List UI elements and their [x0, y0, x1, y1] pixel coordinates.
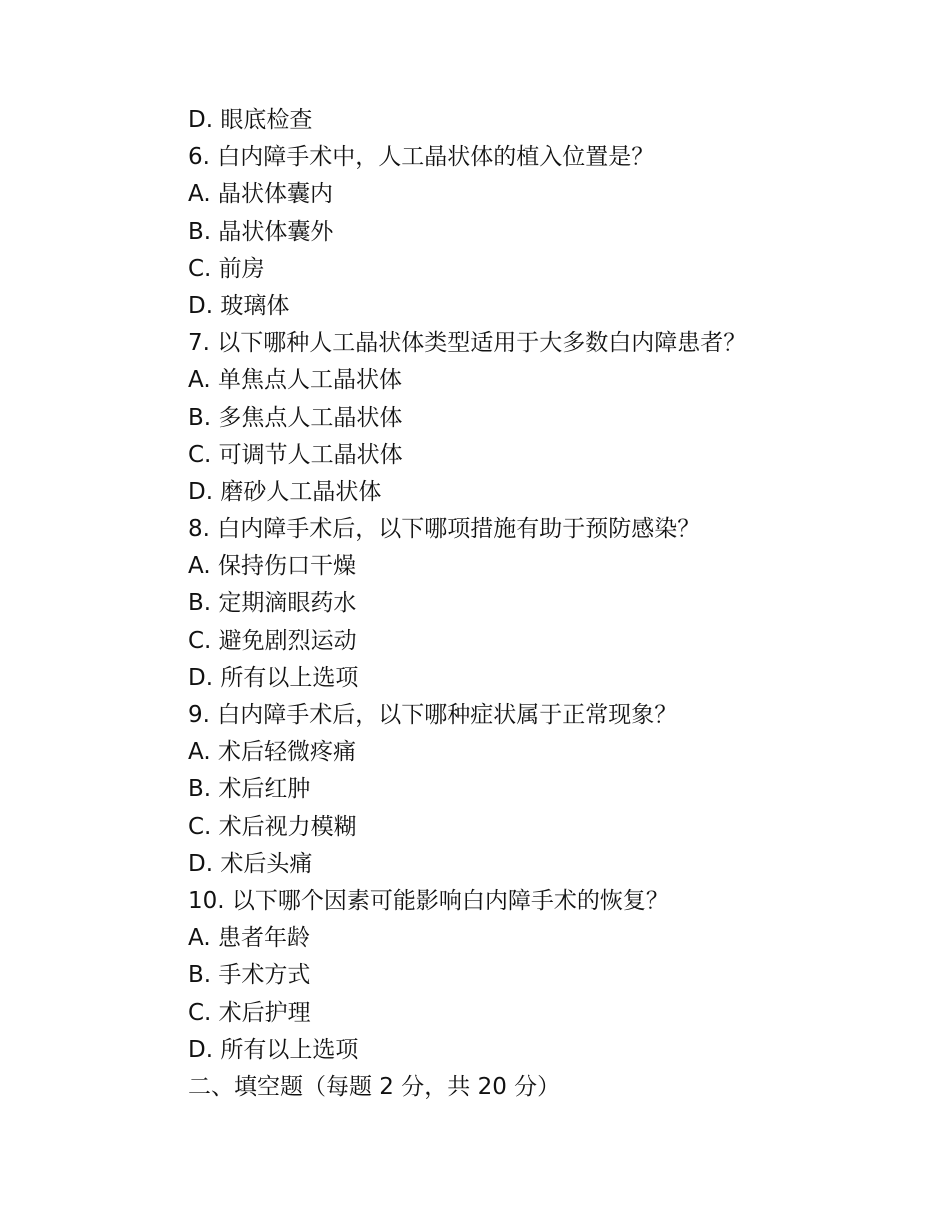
question-line: 8. 白内障手术后，以下哪项措施有助于预防感染？ — [188, 516, 701, 543]
option-line: C. 可调节人工晶状体 — [188, 441, 403, 468]
option-line: D. 所有以上选项 — [188, 664, 359, 691]
option-line: D. 磨砂人工晶状体 — [188, 478, 382, 505]
option-line: A. 患者年龄 — [188, 925, 310, 952]
option-line: A. 晶状体囊内 — [188, 181, 333, 208]
question-line: 10. 以下哪个因素可能影响白内障手术的恢复？ — [188, 887, 669, 914]
option-line: B. 多焦点人工晶状体 — [188, 404, 403, 431]
option-line: A. 单焦点人工晶状体 — [188, 367, 402, 394]
option-line: D. 所有以上选项 — [188, 1036, 359, 1063]
option-line: C. 前房 — [188, 255, 265, 282]
question-line: 7. 以下哪种人工晶状体类型适用于大多数白内障患者？ — [188, 330, 747, 357]
option-line: C. 术后护理 — [188, 999, 311, 1026]
option-line: B. 术后红肿 — [188, 776, 311, 803]
option-line: D. 术后头痛 — [188, 850, 313, 877]
option-line: C. 避免剧烈运动 — [188, 627, 357, 654]
question-line: 6. 白内障手术中，人工晶状体的植入位置是？ — [188, 144, 655, 171]
option-line: A. 保持伤口干燥 — [188, 553, 356, 580]
option-line: D. 眼底检查 — [188, 107, 313, 133]
option-line: C. 术后视力模糊 — [188, 813, 357, 840]
option-line: B. 手术方式 — [188, 962, 311, 989]
option-line: B. 晶状体囊外 — [188, 218, 334, 245]
exam-content — [188, 102, 888, 1106]
option-line: B. 定期滴眼药水 — [188, 590, 357, 617]
option-line: A. 术后轻微疼痛 — [188, 739, 356, 766]
option-line: D. 玻璃体 — [188, 292, 290, 319]
section-heading: 二、填空题（每题 2 分，共 20 分） — [188, 1073, 561, 1100]
question-line: 9. 白内障手术后，以下哪种症状属于正常现象？ — [188, 702, 678, 728]
